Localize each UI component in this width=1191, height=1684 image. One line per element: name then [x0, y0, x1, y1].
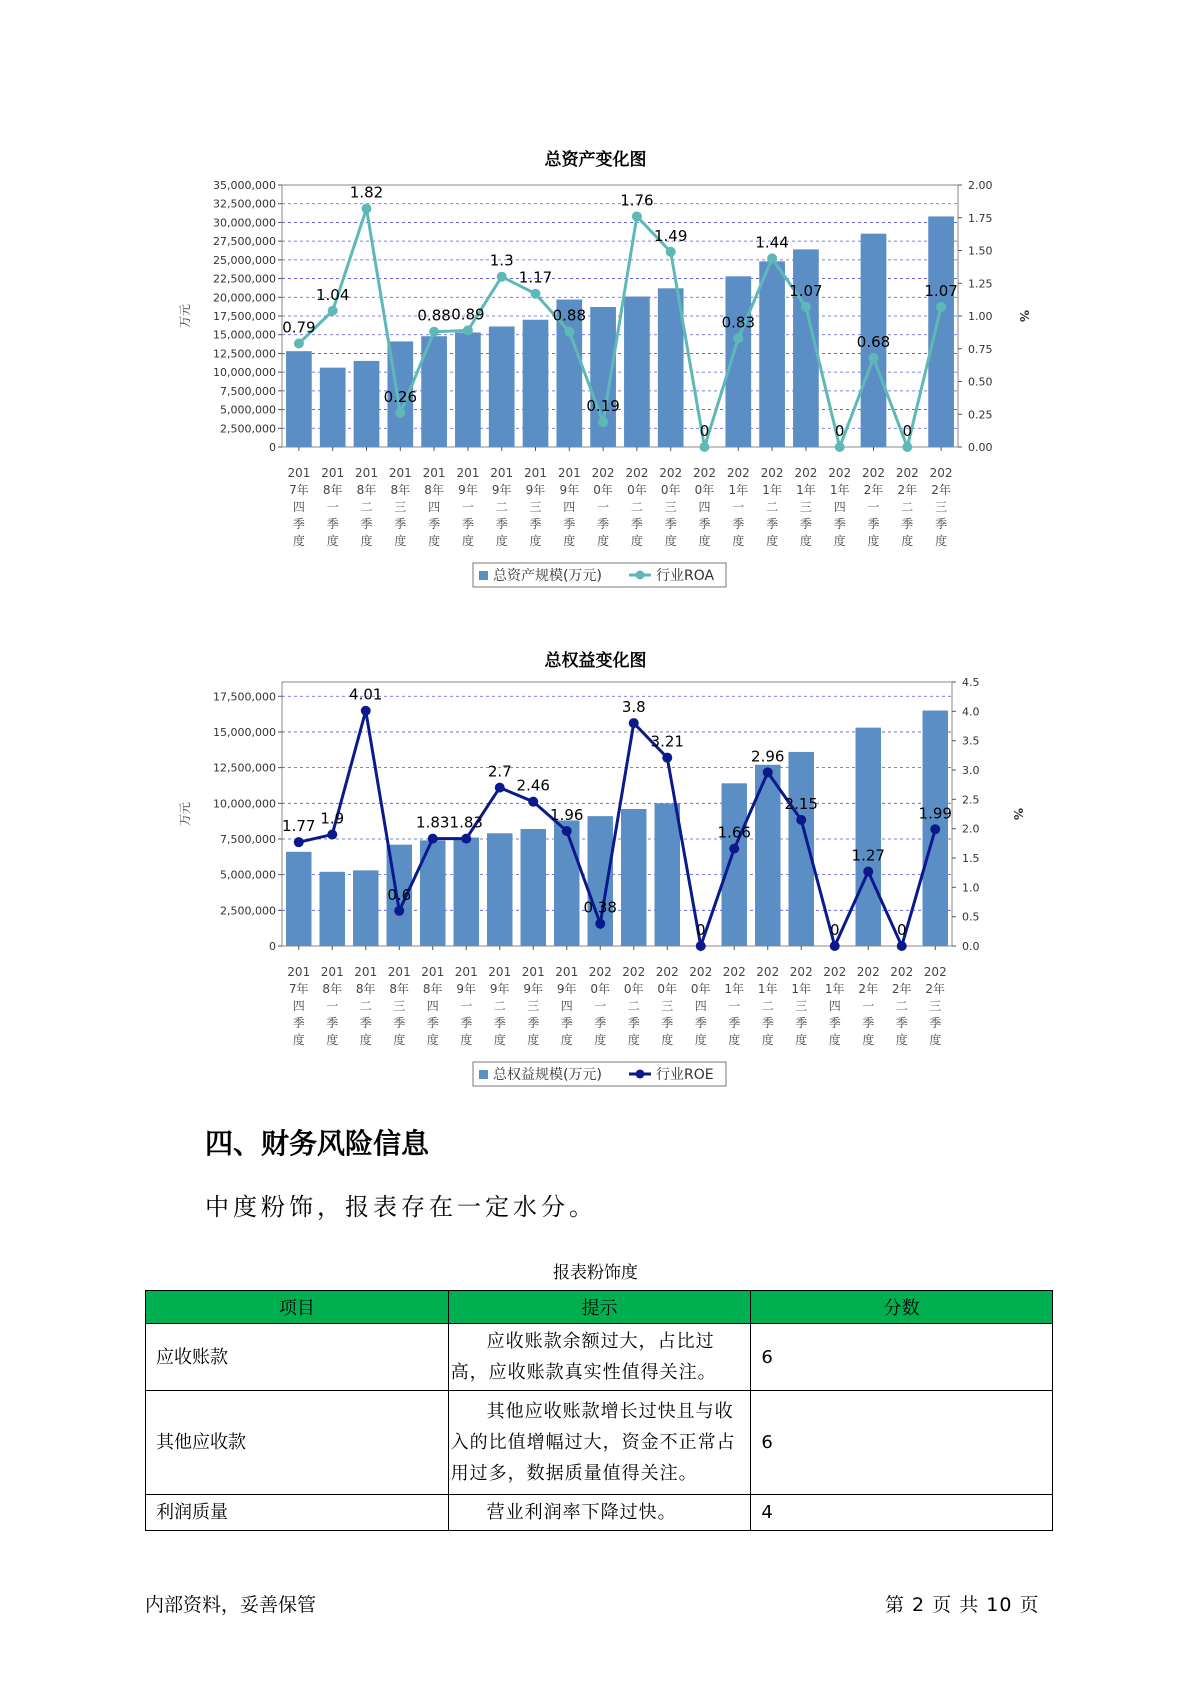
data-label: 1.07 [924, 281, 958, 300]
data-point [666, 247, 676, 257]
y2-axis-title: % [1017, 309, 1031, 323]
data-point [629, 718, 639, 728]
x-tick-label: 201 7年四季度 [287, 466, 311, 548]
x-tick-label: 202 0年二季度 [625, 466, 649, 548]
data-point [930, 824, 940, 834]
data-point [361, 706, 371, 716]
bar [928, 216, 954, 447]
x-tick-label: 202 2年一季度 [856, 965, 880, 1047]
data-point [763, 767, 773, 777]
data-label: 1.66 [717, 823, 751, 842]
data-point [528, 797, 538, 807]
data-label: 0 [834, 422, 845, 440]
x-tick-label: 202 0年四季度 [689, 965, 713, 1047]
data-label: 0 [896, 921, 907, 939]
x-tick-label: 201 9年三季度 [521, 965, 545, 1047]
y2-tick-label: 0.00 [968, 441, 993, 454]
header-hint: 提示 [448, 1291, 751, 1324]
data-point [767, 253, 777, 263]
bar [286, 852, 311, 946]
legend-line-marker [636, 571, 645, 580]
y2-tick-label: 1.75 [968, 211, 993, 225]
data-label: 1.77 [282, 817, 316, 836]
y2-tick-label: 2.00 [968, 179, 993, 192]
bar [320, 872, 345, 946]
bar [455, 332, 481, 447]
data-label: 0.38 [583, 898, 617, 917]
y-tick-label: 10,000,000 [213, 797, 276, 811]
bar [489, 326, 515, 447]
data-point [531, 289, 541, 299]
y-axis-title: 万元 [178, 801, 192, 827]
footer-page-number: 第 2 页 共 10 页 [885, 1594, 1040, 1616]
data-label: 2.7 [487, 762, 512, 781]
data-label: 3.21 [650, 732, 684, 751]
y-tick-label: 7,500,000 [220, 384, 276, 398]
x-tick-label: 202 2年一季度 [862, 466, 885, 548]
x-tick-label: 201 8年三季度 [388, 466, 412, 548]
data-label: 0.79 [282, 318, 316, 337]
y2-tick-label: 3.0 [962, 764, 980, 777]
legend-bar-label: 总权益规模(万元) [493, 1067, 602, 1083]
y2-tick-label: 1.25 [968, 277, 993, 291]
data-label: 1.3 [489, 251, 514, 270]
table-caption: 报表粉饰度 [553, 1263, 638, 1283]
y2-tick-label: 0.25 [968, 408, 993, 422]
y2-tick-label: 1.5 [962, 852, 980, 865]
data-point [632, 211, 642, 221]
bar [621, 809, 646, 946]
bar [523, 320, 549, 447]
data-label: 0.19 [586, 397, 620, 416]
bar [856, 728, 881, 946]
data-label: 1.44 [755, 233, 789, 252]
data-point [835, 442, 845, 452]
row-score: 6 [751, 1391, 1053, 1495]
data-label: 1.96 [550, 806, 584, 825]
y2-tick-label: 0.5 [962, 910, 980, 924]
x-tick-label: 202 2年三季度 [923, 965, 947, 1047]
y-tick-label: 5,000,000 [220, 868, 276, 882]
data-label: 1.27 [851, 846, 885, 865]
x-tick-label: 202 0年三季度 [659, 466, 683, 548]
data-label: 1.99 [918, 804, 952, 823]
equity-chart [0, 668, 1191, 1098]
data-label: 1.83 [449, 813, 483, 832]
row-score: 6 [751, 1324, 1053, 1391]
data-point [830, 941, 840, 951]
bar [655, 803, 680, 946]
bar [320, 368, 346, 447]
x-tick-label: 201 8年二季度 [354, 965, 378, 1047]
x-tick-label: 201 8年一季度 [320, 965, 344, 1047]
x-tick-label: 202 0年二季度 [622, 965, 646, 1047]
data-point [801, 302, 811, 312]
x-tick-label: 202 0年三季度 [655, 965, 679, 1047]
table-row [146, 1495, 1053, 1531]
x-tick-label: 201 9年四季度 [557, 466, 581, 548]
y2-tick-label: 2.0 [962, 822, 980, 836]
y-tick-label: 32,500,000 [213, 197, 276, 211]
bar [554, 820, 579, 946]
data-label: 0 [902, 422, 913, 440]
footer-confidential: 内部资料，妥善保管 [145, 1594, 317, 1616]
bar [354, 361, 380, 447]
header-item: 项目 [146, 1291, 449, 1324]
y2-tick-label: 1.00 [968, 310, 993, 323]
equity-chart-title: 总权益变化图 [544, 651, 647, 671]
x-tick-label: 201 9年二季度 [488, 965, 512, 1047]
bar [353, 870, 378, 946]
data-label: 2.96 [751, 747, 785, 766]
data-point [564, 327, 574, 337]
y-tick-label: 15,000,000 [213, 725, 276, 739]
data-label: 1.49 [653, 226, 688, 245]
risk-summary: 中度粉饰，报表存在一定水分。 [205, 1193, 597, 1221]
row-item: 应收账款 [146, 1324, 449, 1391]
y2-tick-label: 0.50 [968, 375, 993, 389]
data-label: 0 [829, 921, 840, 939]
table-header-row [146, 1291, 1053, 1324]
y2-tick-label: 4.0 [962, 705, 980, 719]
data-point [497, 272, 507, 282]
bar [286, 351, 312, 447]
y-tick-label: 15,000,000 [213, 328, 276, 342]
data-point [327, 830, 337, 840]
data-point [562, 826, 572, 836]
y-tick-label: 22,500,000 [213, 272, 276, 286]
legend-line-label: 行业ROE [656, 1067, 714, 1083]
data-point [463, 325, 473, 335]
data-point [897, 941, 907, 951]
data-point [869, 353, 879, 363]
y-tick-label: 12,500,000 [213, 761, 276, 775]
data-point [662, 753, 672, 763]
bar [454, 838, 479, 946]
y-tick-label: 10,000,000 [213, 366, 276, 380]
data-label: 0.83 [721, 313, 756, 332]
data-point [796, 815, 806, 825]
y-tick-label: 2,500,000 [220, 422, 276, 436]
legend-bar-swatch [479, 1070, 488, 1079]
legend-bar-label: 总资产规模(万元) [493, 568, 602, 584]
data-label: 3.8 [621, 698, 646, 717]
x-tick-label: 202 1年一季度 [726, 466, 750, 548]
y2-tick-label: 0.0 [962, 940, 980, 953]
data-label: 2.15 [784, 794, 818, 813]
y2-tick-label: 3.5 [962, 734, 980, 748]
x-tick-label: 202 1年四季度 [828, 466, 852, 548]
x-tick-label: 202 1年二季度 [756, 965, 780, 1047]
data-label: 4.01 [349, 685, 383, 704]
data-label: 0.26 [383, 387, 418, 406]
y-tick-label: 2,500,000 [220, 904, 276, 918]
x-tick-label: 201 8年一季度 [321, 466, 345, 548]
data-label: 2.46 [516, 776, 550, 795]
y-tick-label: 12,500,000 [213, 347, 276, 361]
data-label: 0.68 [856, 332, 891, 351]
data-point [429, 327, 439, 337]
y-tick-label: 7,500,000 [220, 832, 276, 846]
data-point [495, 783, 505, 793]
bar [759, 261, 785, 447]
y-tick-label: 17,500,000 [213, 690, 276, 704]
data-point [294, 339, 304, 349]
bar [624, 297, 650, 447]
x-tick-label: 202 0年一季度 [591, 466, 615, 548]
x-tick-label: 202 1年二季度 [760, 466, 784, 548]
data-point [394, 906, 404, 916]
x-tick-label: 201 9年三季度 [524, 466, 547, 548]
data-point [902, 442, 912, 452]
whitewash-table [145, 1290, 1053, 1531]
y2-tick-label: 2.5 [962, 793, 980, 807]
y2-tick-label: 1.0 [962, 881, 980, 895]
data-label: 0.6 [387, 885, 412, 904]
y-tick-label: 17,500,000 [213, 310, 276, 323]
data-label: 1.07 [789, 281, 823, 300]
legend-bar-swatch [479, 571, 488, 580]
x-tick-label: 202 0年四季度 [693, 466, 716, 548]
y2-axis-title: % [1011, 807, 1025, 821]
x-tick-label: 201 9年一季度 [456, 466, 480, 548]
x-tick-label: 201 7年四季度 [287, 965, 311, 1047]
data-point [700, 442, 710, 452]
row-score: 4 [751, 1495, 1053, 1531]
x-tick-label: 201 8年四季度 [421, 965, 445, 1047]
data-point [733, 333, 743, 343]
bar [722, 783, 747, 946]
data-label: 1.76 [620, 191, 654, 210]
row-hint: 应收账款余额过大，占比过高，应收账款真实性值得关注。 [448, 1324, 751, 1391]
bar [487, 833, 512, 946]
y-tick-label: 35,000,000 [213, 179, 276, 192]
data-point [461, 834, 471, 844]
table-row [146, 1391, 1053, 1495]
y-tick-label: 0 [269, 940, 276, 953]
data-label: 0.89 [451, 305, 485, 324]
data-label: 0 [695, 921, 706, 939]
data-label: 1.83 [416, 813, 450, 832]
legend-line-marker [636, 1070, 645, 1079]
data-label: 1.17 [518, 268, 553, 287]
row-item: 利润质量 [146, 1495, 449, 1531]
y2-tick-label: 0.75 [968, 342, 993, 356]
data-point [598, 417, 608, 427]
x-tick-label: 201 9年一季度 [454, 965, 478, 1047]
data-label: 0 [699, 422, 710, 440]
data-point [696, 941, 706, 951]
header-score: 分数 [751, 1291, 1053, 1324]
x-tick-label: 201 9年二季度 [490, 466, 514, 548]
x-tick-label: 202 2年二季度 [890, 965, 914, 1047]
x-tick-label: 201 8年三季度 [387, 965, 411, 1047]
y-tick-label: 27,500,000 [213, 235, 276, 249]
y2-tick-label: 1.50 [968, 244, 993, 258]
x-tick-label: 202 0年一季度 [588, 965, 612, 1047]
data-point [328, 306, 338, 316]
y-axis-title: 万元 [178, 303, 192, 329]
data-point [729, 844, 739, 854]
data-point [294, 837, 304, 847]
y-tick-label: 30,000,000 [213, 216, 276, 230]
assets-chart [0, 165, 1191, 595]
y2-tick-label: 4.5 [962, 676, 980, 689]
x-tick-label: 201 8年四季度 [422, 466, 446, 548]
x-tick-label: 201 8年二季度 [355, 466, 378, 548]
section-heading: 四、财务风险信息 [205, 1127, 430, 1160]
data-point [595, 919, 605, 929]
data-point [395, 408, 405, 418]
data-label: 1.04 [315, 285, 350, 304]
x-tick-label: 202 2年二季度 [895, 466, 919, 548]
data-label: 1.9 [320, 809, 345, 828]
data-point [362, 204, 372, 214]
data-point [428, 834, 438, 844]
x-tick-label: 202 1年三季度 [789, 965, 813, 1047]
x-tick-label: 202 1年三季度 [794, 466, 818, 548]
row-hint: 营业利润率下降过快。 [448, 1495, 751, 1531]
x-tick-label: 201 9年四季度 [555, 965, 579, 1047]
y-tick-label: 25,000,000 [213, 253, 276, 267]
data-label: 0.88 [552, 306, 587, 325]
x-tick-label: 202 2年三季度 [929, 466, 953, 548]
data-label: 0.88 [417, 306, 451, 325]
y-tick-label: 5,000,000 [220, 403, 276, 417]
data-point [863, 866, 873, 876]
y-tick-label: 0 [269, 441, 276, 454]
bar [521, 829, 546, 946]
data-label: 1.82 [349, 183, 384, 202]
table-row [146, 1324, 1053, 1391]
row-item: 其他应收款 [146, 1391, 449, 1495]
data-point [936, 302, 946, 312]
row-hint: 其他应收账款增长过快且与收入的比值增幅过大，资金不正常占用过多，数据质量值得关注。 [448, 1391, 751, 1495]
bar [725, 276, 751, 447]
legend-line-label: 行业ROA [656, 568, 715, 584]
y-tick-label: 20,000,000 [213, 291, 276, 305]
x-tick-label: 202 1年四季度 [823, 965, 847, 1047]
x-tick-label: 202 1年一季度 [722, 965, 746, 1047]
assets-chart-title: 总资产变化图 [544, 150, 647, 170]
